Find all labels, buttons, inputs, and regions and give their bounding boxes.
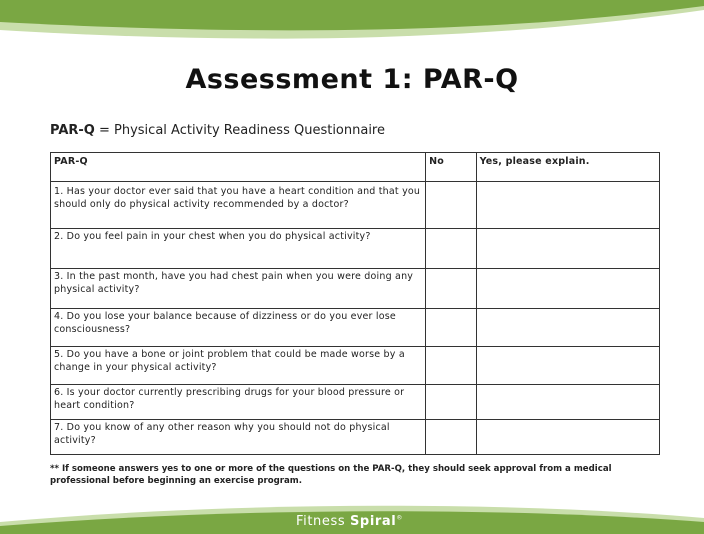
subtitle — [50, 123, 385, 138]
registered-mark: ® — [396, 514, 403, 522]
footnote: ** If someone answers yes to one or more of the questions on the PAR-Q, they should seek approval from a medical professional before beginning an exercise program. — [50, 464, 612, 486]
no-answer-cell[interactable] — [426, 420, 476, 455]
yes-explain-cell[interactable] — [476, 229, 659, 269]
yes-explain-cell[interactable] — [476, 420, 659, 455]
yes-explain-cell[interactable] — [476, 269, 659, 309]
no-answer-cell[interactable] — [426, 182, 476, 229]
no-answer-cell[interactable] — [426, 347, 476, 385]
subtitle-abbreviation: PAR-Q — [50, 123, 95, 138]
question-cell: 2. Do you feel pain in your chest when you do physical activity? — [51, 229, 426, 269]
top-decorative-band — [0, 0, 704, 44]
no-answer-cell[interactable] — [426, 269, 476, 309]
table-row — [51, 229, 660, 269]
no-answer-cell[interactable] — [426, 385, 476, 420]
table-row — [51, 347, 660, 385]
no-answer-cell[interactable] — [426, 309, 476, 347]
question-cell: 5. Do you have a bone or joint problem that could be made worse by a change in your physical activity? — [51, 347, 426, 385]
question-cell: 7. Do you know of any other reason why you should not do physical activity? — [51, 420, 426, 455]
header-yes-explain: Yes, please explain. — [476, 153, 659, 182]
yes-explain-cell[interactable] — [476, 182, 659, 229]
question-cell: 6. Is your doctor currently prescribing drugs for your blood pressure or heart condition? — [51, 385, 426, 420]
table-row — [51, 182, 660, 229]
parq-table — [50, 152, 660, 455]
subtitle-text: = Physical Activity Readiness Questionnaire — [94, 123, 385, 138]
brand-name-light: Fitness — [296, 514, 350, 529]
question-cell: 1. Has your doctor ever said that you have a heart condition and that you should only do physical activity recommended by a doctor? — [51, 182, 426, 229]
question-cell: 3. In the past month, have you had chest pain when you were doing any physical activity? — [51, 269, 426, 309]
header-no: No — [426, 153, 476, 182]
brand-name-bold: Spiral — [349, 514, 397, 529]
table-row — [51, 385, 660, 420]
yes-explain-cell[interactable] — [476, 385, 659, 420]
table-row — [51, 309, 660, 347]
table-header-row — [51, 153, 660, 182]
no-answer-cell[interactable] — [426, 229, 476, 269]
table-row — [51, 420, 660, 455]
header-question: PAR-Q — [51, 153, 426, 182]
yes-explain-cell[interactable] — [476, 309, 659, 347]
brand-logo — [296, 514, 403, 529]
yes-explain-cell[interactable] — [476, 347, 659, 385]
page-title: Assessment 1: PAR-Q — [185, 64, 519, 95]
table-row — [51, 269, 660, 309]
question-cell: 4. Do you lose your balance because of dizziness or do you ever lose consciousness? — [51, 309, 426, 347]
